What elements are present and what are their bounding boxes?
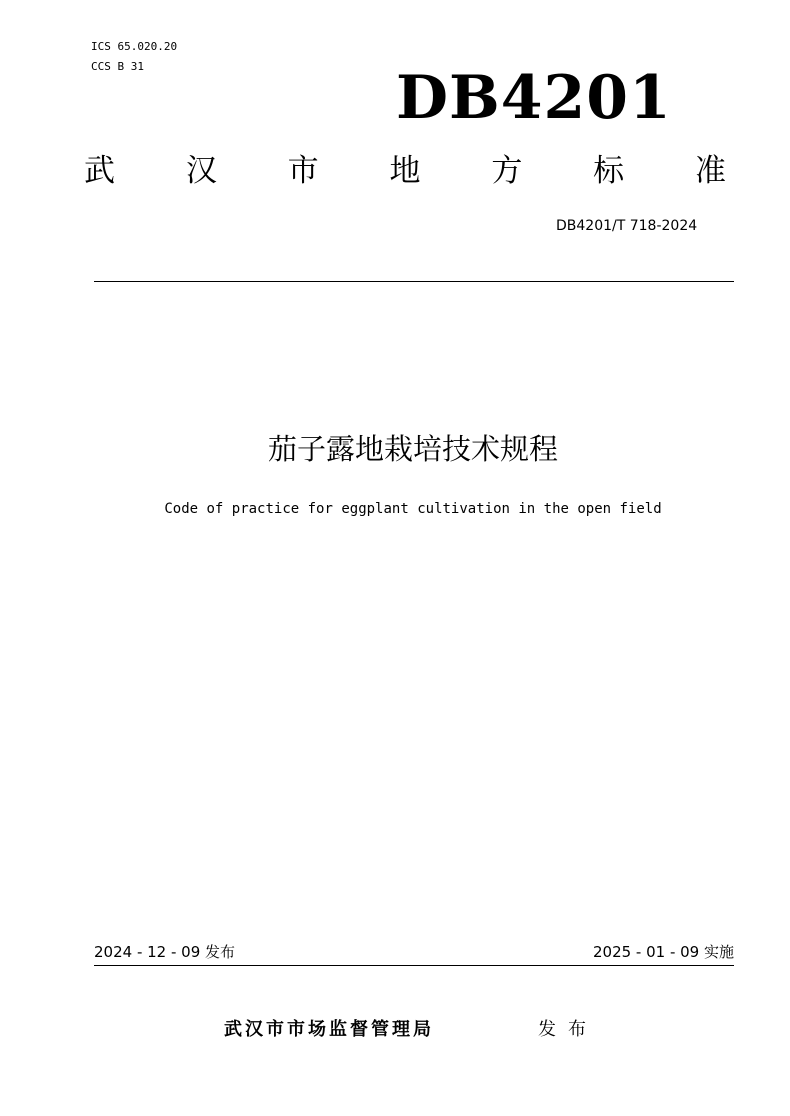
issue-label: 发布 [538, 1019, 598, 1040]
standard-logo: DB4201 [396, 63, 672, 133]
standard-type [84, 148, 726, 194]
standard-type-char: 准 [694, 153, 726, 189]
bottom-divider [94, 965, 734, 966]
implement-date: 2025 - 01 - 09 实施 [592, 943, 734, 961]
title-english: Code of practice for eggplant cultivation in the open field [164, 501, 662, 517]
top-divider [94, 281, 734, 282]
standard-type-char: 方 [491, 153, 523, 189]
standard-type-char: 武 [84, 153, 115, 189]
standard-number: DB4201/T 718-2024 [556, 218, 698, 234]
ics-code: ICS 65.020.20 [91, 40, 178, 53]
standard-type-char: 汉 [185, 153, 217, 189]
publish-date: 2024 - 12 - 09 发布 [94, 943, 236, 961]
ccs-code: CCS B 31 [91, 60, 144, 73]
standard-type-char: 市 [287, 153, 319, 189]
title-chinese: 茄子露地栽培技术规程 [267, 432, 558, 466]
standard-type-char: 标 [593, 153, 625, 189]
issuing-authority: 武汉市市场监督管理局 [224, 1019, 434, 1040]
standard-type-char: 地 [389, 153, 421, 189]
